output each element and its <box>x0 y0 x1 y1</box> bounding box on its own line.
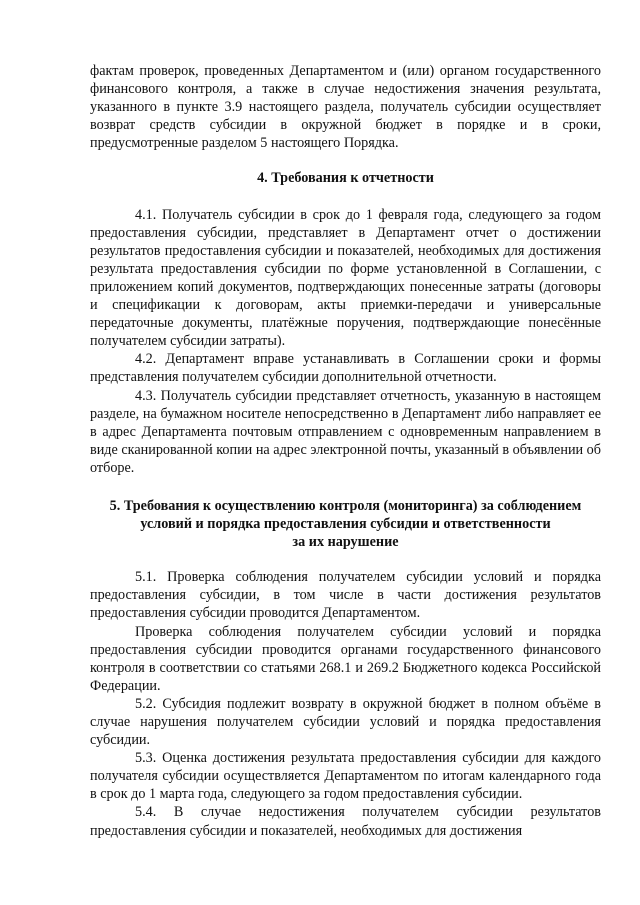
paragraph-5-1: 5.1. Проверка соблюдения получателем субсидии условий и порядка предоставления субсидии, в том числе в части достижения результатов предоставления субсидии проводится Департаментом. <box>90 569 601 622</box>
section-5-heading-line-2: условий и порядка предоставления субсидии и ответственности <box>140 516 551 533</box>
paragraph-5-2: 5.2. Субсидия подлежит возврату в окружной бюджет в полном объёме в случае нарушения получателем субсидии условий и порядка предоставления субсидии. <box>90 695 601 749</box>
document-page <box>90 62 601 840</box>
section-5-heading <box>90 497 601 551</box>
spacer <box>90 551 601 568</box>
paragraph-5-1-b: Проверка соблюдения получателем субсидии условий и порядка предоставления субсидии проводится органами государственного финансового контроля в соответствии со статьями 268.1 и 269.2 Бюджетного кодекса Российской Федерации. <box>90 623 601 694</box>
paragraph-5-3: 5.3. Оценка достижения результата предоставления субсидии для каждого получателя субсидии осуществляется Департаментом по итогам календарного года в срок до 1 марта года, следующего за годом предоставления субсидии. <box>90 750 601 803</box>
paragraph-4-1: 4.1. Получатель субсидии в срок до 1 февраля года, следующего за годом предоставления субсидии, представляет в Департамент отчет о достижении результатов предоставления субсидии и показателей, необходимых для достижения результата предоставления субсидии по форме установленной в Соглашении, с приложением копий документов, подтверждающих понесенные затраты (договоры и спецификации к договорам, акты приемки-передачи и универсальные передаточные документы, платёжные поручения, подтверждающие понесённые получателем субсидии затраты). <box>90 206 601 350</box>
paragraph-4-3: 4.3. Получатель субсидии представляет отчетность, указанную в настоящем разделе, на бумажном носителе непосредственно в Департамент либо направляет ее в адрес Департамента почтовым отправлением с одновременным направлением в виде сканированной копии на адрес электронной почты, указанный в объявлении об отборе. <box>90 387 601 476</box>
spacer <box>90 152 601 169</box>
spacer <box>90 477 601 497</box>
paragraph-4-2: 4.2. Департамент вправе устанавливать в Соглашении сроки и формы представления получателем субсидии дополнительной отчетности. <box>90 351 601 386</box>
section-5-heading-line-1: 5. Требования к осуществлению контроля (мониторинга) за соблюдением <box>109 497 582 514</box>
section-5-heading-line-3: за их нарушение <box>292 534 399 551</box>
paragraph-5-4: 5.4. В случае недостижения получателем субсидии результатов предоставления субсидии и показателей, необходимых для достижения <box>90 804 601 839</box>
paragraph-continuation: фактам проверок, проведенных Департаментом и (или) органом государственного финансового контроля, а также в случае недостижения значения результата, указанного в пункте 3.9 настоящего раздела, получатель субсидии осуществляет возврат средств субсидии в окружной бюджет в порядке и в сроки, предусмотренные разделом 5 настоящего Порядка. <box>90 63 601 152</box>
section-4-heading: 4. Требования к отчетности <box>257 170 434 187</box>
spacer <box>90 188 601 206</box>
